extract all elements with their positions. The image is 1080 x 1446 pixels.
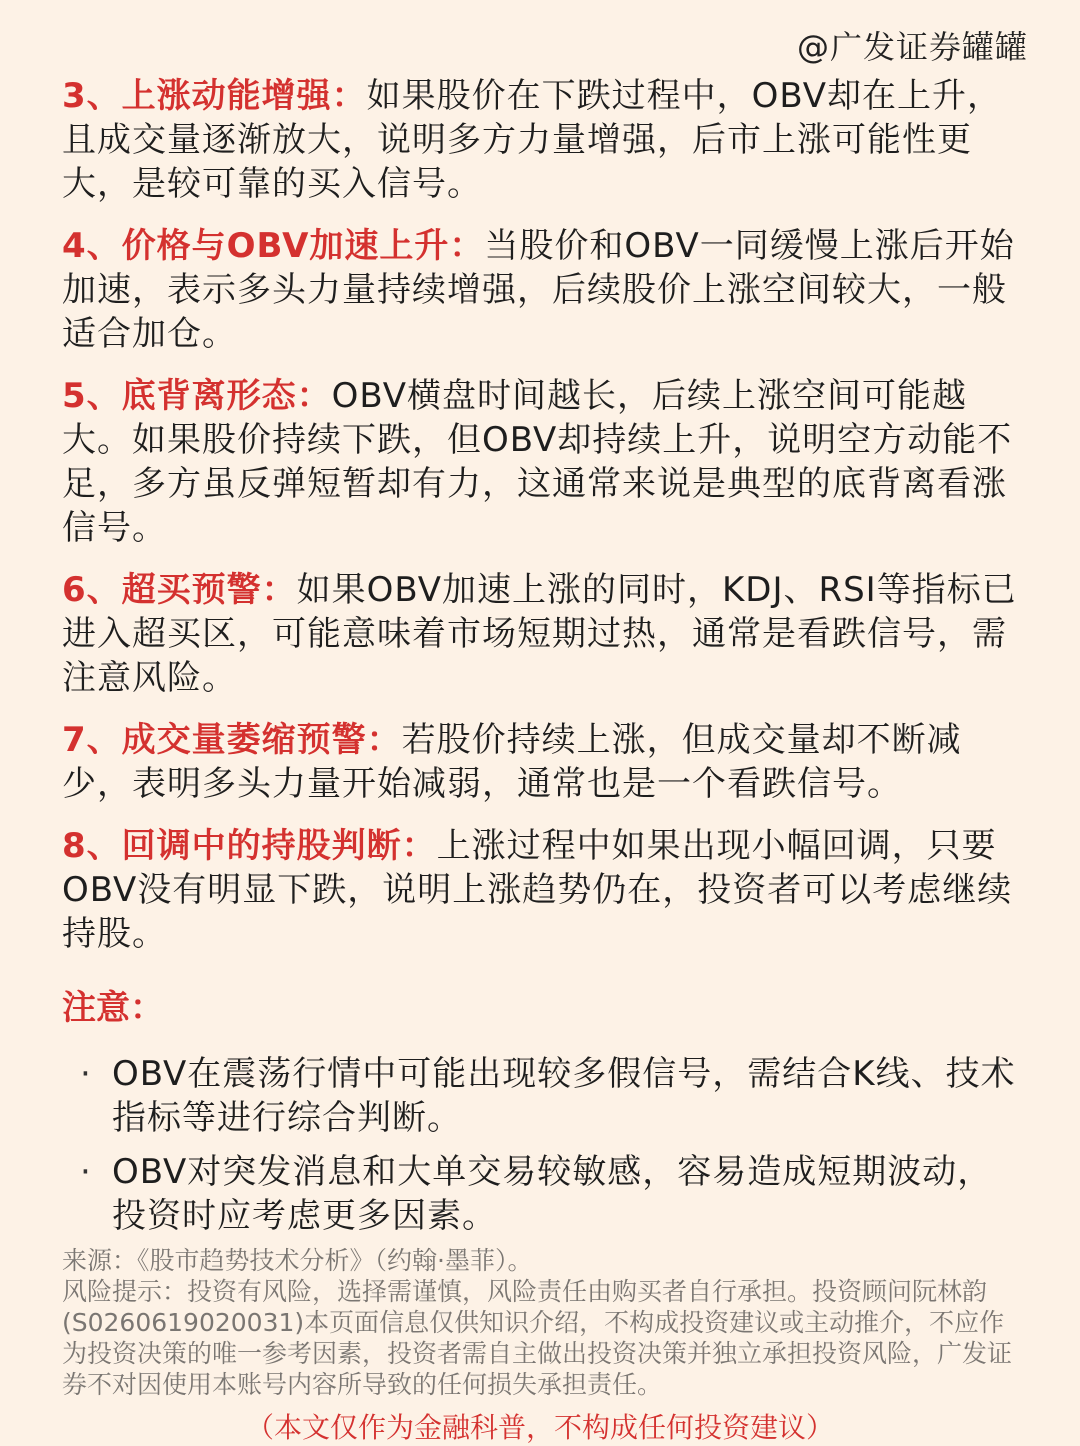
point-text: 如果OBV加速上涨的同时，KDJ、RSI等指标已进入超买区，可能意味着市场短期过热，通常是看跌信号，需注意风险。 — [62, 570, 1017, 698]
point-title: 3、上涨动能增强： — [62, 76, 367, 116]
note-bullet — [62, 1052, 1022, 1140]
disclaimer: （本文仅作为金融科普，不构成任何投资建议） — [245, 1411, 834, 1444]
point-text: 当股价和OBV一同缓慢上涨后开始加速，表示多头力量持续增强，后续股价上涨空间较大，一般适合加仓。 — [62, 226, 1015, 354]
point-text: 如果股价在下跌过程中，OBV却在上升，且成交量逐渐放大，说明多方力量增强，后市上涨可能性更大，是较可靠的买入信号。 — [62, 76, 1002, 204]
note-text: OBV在震荡行情中可能出现较多假信号，需结合K线、技术指标等进行综合判断。 — [112, 1054, 1016, 1138]
note-bullet — [62, 1150, 1022, 1238]
point-title: 6、超买预警： — [62, 570, 297, 610]
point-title: 5、底背离形态： — [62, 376, 332, 416]
notes-title: 注意： — [62, 988, 164, 1028]
point-6 — [62, 568, 1022, 700]
note-text: OBV对突发消息和大单交易较敏感，容易造成短期波动，投资时应考虑更多因素。 — [112, 1152, 993, 1236]
risk-warning: 风险提示：投资有风险，选择需谨慎，风险责任由购买者自行承担。投资顾问阮林韵(S0260619020031)本页面信息仅供知识介绍，不构成投资建议或主动推介，不应作为投资决策的唯一参考因素，投资者需自主做出投资决策并独立承担投资风险，广发证券不对因使用本账号内容所导致的任何损失承担责任。 — [62, 1277, 1013, 1399]
point-title: 4、价格与OBV加速上升： — [62, 226, 485, 266]
article-body — [62, 74, 1022, 1248]
footer — [62, 1245, 1022, 1400]
point-5 — [62, 374, 1022, 550]
point-title: 8、回调中的持股判断： — [62, 826, 437, 866]
bullet-dot-icon: · — [80, 1054, 92, 1094]
source-text: 来源：《股市趋势技术分析》（约翰·墨菲）。 — [62, 1246, 533, 1275]
point-text: OBV横盘时间越长，后续上涨空间可能越大。如果股价持续下跌，但OBV却持续上升，说明空方动能不足，多方虽反弹短暂却有力，这通常来说是典型的底背离看涨信号。 — [62, 376, 1013, 548]
point-text: 若股价持续上涨，但成交量却不断减少，表明多头力量开始减弱，通常也是一个看跌信号。 — [62, 720, 962, 804]
bullet-dot-icon: · — [80, 1152, 92, 1192]
account-watermark: @广发证券罐罐 — [796, 28, 1028, 66]
point-3 — [62, 74, 1022, 206]
point-title: 7、成交量萎缩预警： — [62, 720, 402, 760]
point-8 — [62, 824, 1022, 956]
point-7 — [62, 718, 1022, 806]
point-text: 上涨过程中如果出现小幅回调，只要OBV没有明显下跌，说明上涨趋势仍在，投资者可以考虑继续持股。 — [62, 826, 1013, 954]
point-4 — [62, 224, 1022, 356]
